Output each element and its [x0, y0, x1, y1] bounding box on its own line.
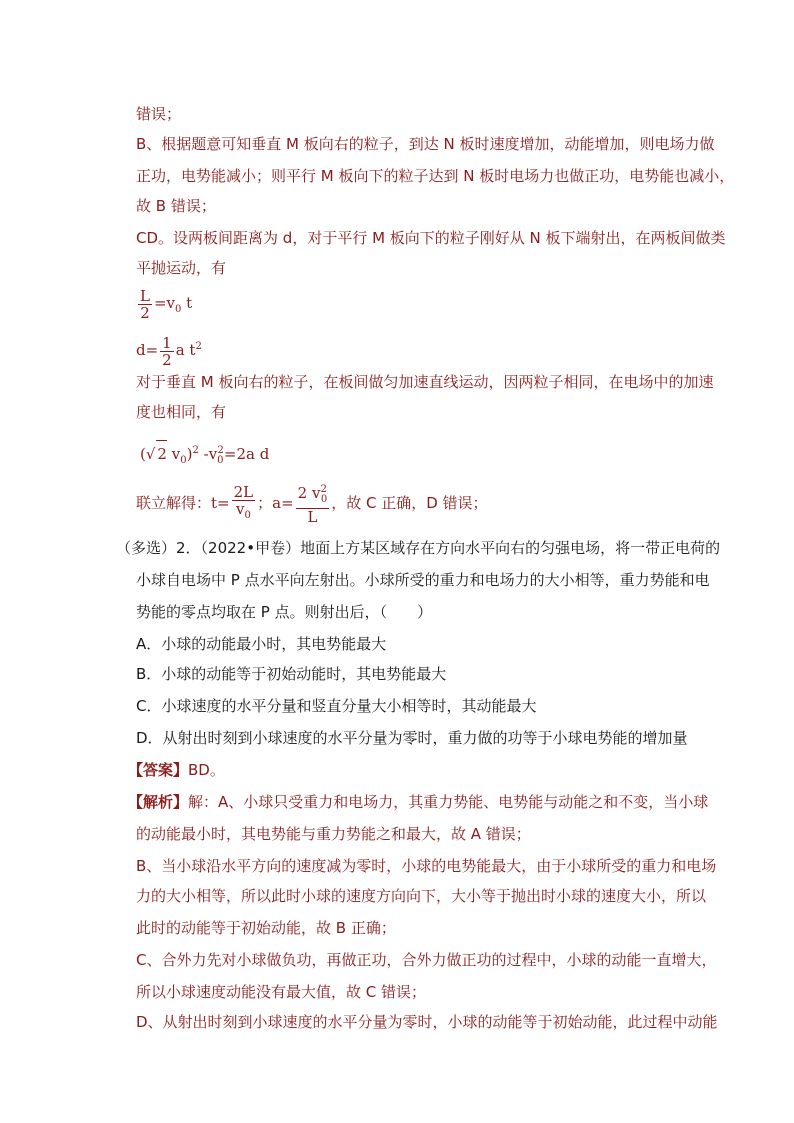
text-line: D、从射出时刻到小球速度的水平分量为零时，小球的动能等于初始动能，此过程中动能: [136, 1013, 718, 1031]
fraction: $\frac{1}{2}$: [162, 333, 172, 369]
solution-line: 联立解得：t= $\frac{2L}{v_0}$ ；a= $\frac{2 v^2_0}{L}$ ，故 C 正确，D 错误；: [136, 482, 488, 526]
fraction: $\frac{2 v^2_0}{L}$: [297, 484, 328, 526]
text-line: B、根据题意可知垂直 M 板向右的粒子，到达 N 板时速度增加，动能增加，则电场力做: [136, 135, 715, 153]
text-line: 对于垂直 M 板向右的粒子，在板间做匀加速直线运动，因两粒子相同，在电场中的加速: [136, 373, 714, 391]
question-stem: 势能的零点均取在 P 点。则射出后，（ ）: [136, 603, 433, 621]
text-line: 此时的动能等于初始动能，故 B 正确；: [136, 919, 396, 937]
text-line: 力的大小相等，所以此时小球的速度方向向下，大小等于抛出时小球的速度大小，所以: [136, 887, 707, 905]
text-line: CD。设两板间距离为 d，对于平行 M 板向下的粒子刚好从 N 板下端射出，在两板间做类: [136, 229, 726, 247]
option-a: A．小球的动能最小时，其电势能最大: [136, 635, 387, 653]
text-line: 故 B 错误；: [136, 197, 216, 215]
equation-3: (√ 2 $v_0)^2$ $-v_0^2=2a$ d: [140, 438, 269, 474]
option-d: D．从射出时刻到小球速度的水平分量为零时，重力做的功等于小球电势能的增加量: [136, 729, 688, 747]
text-line: 正功，电势能减小；则平行 M 板向下的粒子达到 N 板时电场力也做正功，电势能也减小，: [136, 167, 735, 185]
text-line: B、当小球沿水平方向的速度减为零时，小球的电势能最大，由于小球所受的重力和电场: [136, 857, 717, 875]
answer-value: BD。: [188, 761, 225, 779]
text-line: 所以小球速度动能没有最大值，故 C 错误；: [136, 983, 427, 1001]
text-line: C、合外力先对小球做负功，再做正功，合外力做正功的过程中，小球的动能一直增大，: [136, 951, 717, 969]
answer-line: [128, 760, 225, 780]
question-stem: 小球自电场中 P 点水平向左射出。小球所受的重力和电场力的大小相等，重力势能和电: [136, 571, 710, 589]
text-line: 平抛运动，有: [136, 259, 227, 277]
text-line: 度也相同，有: [136, 403, 227, 421]
answer-tag: 【答案】: [128, 761, 189, 779]
fraction: $\frac{L}{2}$: [140, 286, 150, 322]
text-line: 的动能最小时，其电势能与重力势能之和最大，故 A 错误；: [136, 825, 531, 843]
option-c: C．小球速度的水平分量和竖直分量大小相等时，其动能最大: [136, 697, 537, 715]
equation-1: $\frac{L}{2}$ $=v_0$ t: [140, 286, 193, 322]
question-stem: （多选）2．（2022•甲卷）地面上方某区域存在方向水平向右的匀强电场，将一带正电荷的: [116, 539, 721, 557]
equation-2: d= $\frac{1}{2}$ a $t^2$: [136, 333, 202, 369]
analysis-tag: 【解析】: [128, 793, 189, 811]
analysis-line: 【解析】解：A、小球只受重力和电场力，其重力势能、电势能与动能之和不变，当小球: [128, 793, 709, 811]
option-b: B．小球的动能等于初始动能时，其电势能最大: [136, 665, 447, 683]
fraction: $\frac{2L}{v_0}$: [233, 482, 254, 521]
text-line: 错误；: [136, 105, 182, 123]
